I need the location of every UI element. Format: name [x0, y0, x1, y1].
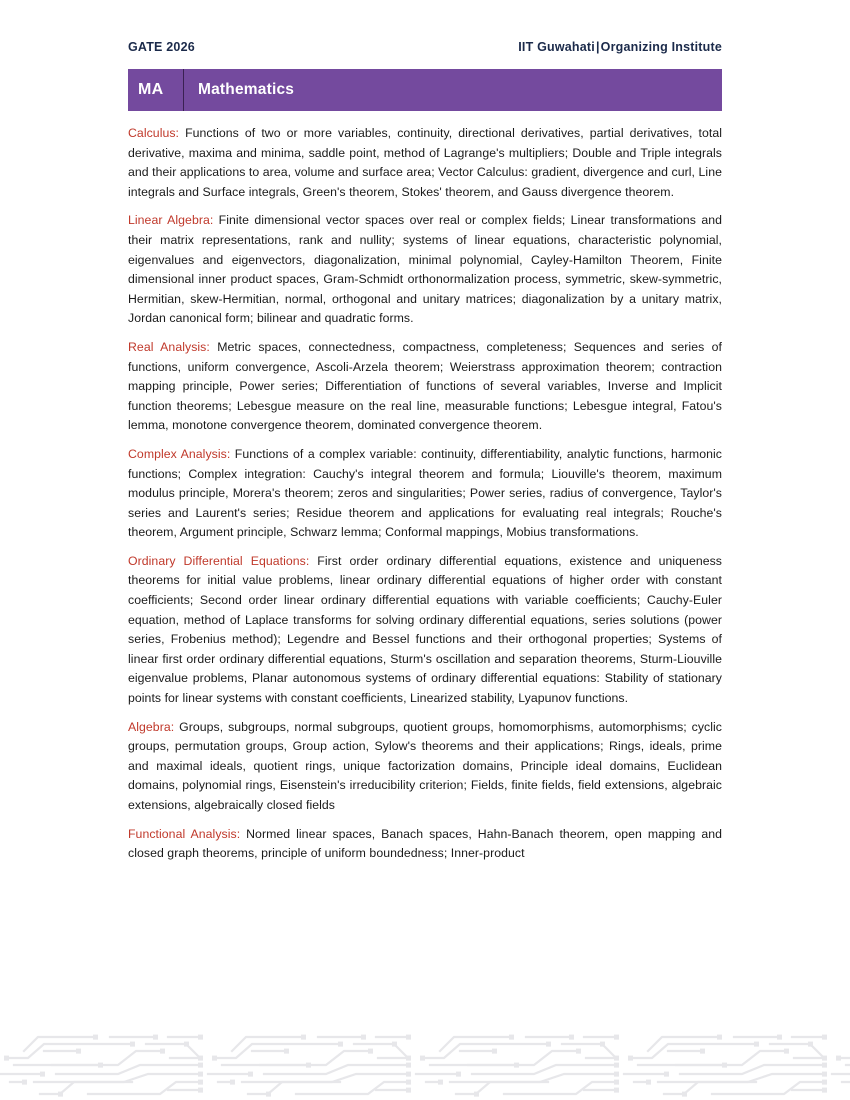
header-separator: | [595, 40, 600, 54]
topic-title: Complex Analysis: [128, 446, 231, 461]
topic-body: First order ordinary differential equations, existence and uniqueness theorems for initial value problems, linear ordinary differential equations of higher order with constant coefficients; Second order linear ordinary differential equations with variable coefficients; Cauchy-Euler equation, method of Laplace transforms for solving ordinary differential equations, series solutions (power series, Frobenius method); Legendre and Bessel functions and their orthogonal properties; Systems of linear first order ordinary differential equations, Sturm's oscillation and separation theorems, Sturm-Liouville eigenvalue problems, Planar autonomous systems of ordinary differential equations: Stability of stationary points for linear systems with constant coefficients, Linearized stability, Lyapunov functions. [128, 553, 722, 706]
topic-body: Functions of a complex variable: continuity, differentiability, analytic functions, harmonic functions; Complex integration: Cauchy's integral theorem and formula; Liouville's theorem, maximum modulus principle, Morera's theorem; zeros and singularities; Power series, radius of convergence, Taylor's series and Laurent's series; Residue theorem and applications for evaluating real integrals; Rouche's theorem, Argument principle, Schwarz lemma; Conformal mappings, Mobius transformations. [128, 446, 722, 540]
syllabus-topic [128, 338, 722, 436]
topic-body: Metric spaces, connectedness, compactness, completeness; Sequences and series of functions, uniform convergence, Ascoli-Arzela theorem; Weierstrass approximation theorem; contraction mapping principle, Power series; Differentiation of functions of several variables, Inverse and Implicit function theorems; Lebesgue measure on the real line, measurable functions; Lebesgue integral, Fatou's lemma, monotone convergence theorem, dominated convergence theorem. [128, 339, 722, 433]
subject-name: Mathematics [198, 81, 295, 98]
document-header [128, 40, 722, 54]
topic-title: Calculus: [128, 126, 180, 140]
circuit-pattern-footer [0, 1022, 850, 1100]
syllabus-topic [128, 211, 722, 329]
topic-title: Linear Algebra: [128, 213, 214, 228]
topic-body: Normed linear spaces, Banach spaces, Hahn-Banach theorem, open mapping and closed graph theorems, principle of uniform boundedness; Inner-product [128, 826, 722, 861]
topic-title: Real Analysis: [128, 339, 210, 354]
syllabus-content [128, 124, 722, 1024]
topic-title: Functional Analysis: [128, 826, 241, 841]
exam-name-label: GATE 2026 [128, 40, 195, 54]
institute-name: IIT Guwahati [518, 40, 595, 54]
topic-title: Algebra: [128, 719, 175, 734]
topic-body: Finite dimensional vector spaces over real or complex fields; Linear transformations and their matrix representations, rank and nullity; systems of linear equations, characteristic polynomial, eigenvalues and eigenvectors, diagonalization, minimal polynomial, Cayley-Hamilton Theorem, Finite dimensional inner product spaces, Gram-Schmidt orthonormalization process, symmetric, skew-symmetric, Hermitian, skew-Hermitian, normal, orthogonal and unitary matrices; diagonalization by a unitary matrix, Jordan canonical form; bilinear and quadratic forms. [128, 213, 722, 326]
institute-role: Organizing Institute [600, 40, 722, 54]
syllabus-topic [128, 552, 722, 709]
subject-band [128, 69, 722, 111]
circuit-trace-icon [0, 1022, 850, 1100]
organizing-institute-label [518, 40, 722, 54]
topic-title: Ordinary Differential Equations: [128, 553, 310, 568]
subject-code: MA [128, 69, 184, 111]
syllabus-topic [128, 718, 722, 816]
syllabus-topic [128, 825, 722, 864]
topic-body: Functions of two or more variables, continuity, directional derivatives, partial derivatives, total derivative, maxima and minima, saddle point, method of Lagrange's multipliers; Double and Triple integrals and their applications to area, volume and surface area; Vector Calculus: gradient, divergence and curl, Line integrals and Surface integrals, Green's theorem, Stokes' theorem, and Gauss divergence theorem. [128, 126, 722, 199]
syllabus-topic [128, 124, 722, 202]
topic-body: Groups, subgroups, normal subgroups, quotient groups, homomorphisms, automorphisms; cyclic groups, permutation groups, Group action, Sylow's theorems and their applications; Rings, ideals, prime and maximal ideals, quotient rings, unique factorization domains, Principle ideal domains, Euclidean domains, polynomial rings, Eisenstein's irreducibility criterion; Fields, finite fields, field extensions, algebraic extensions, algebraically closed fields [128, 719, 722, 812]
syllabus-topic [128, 445, 722, 543]
